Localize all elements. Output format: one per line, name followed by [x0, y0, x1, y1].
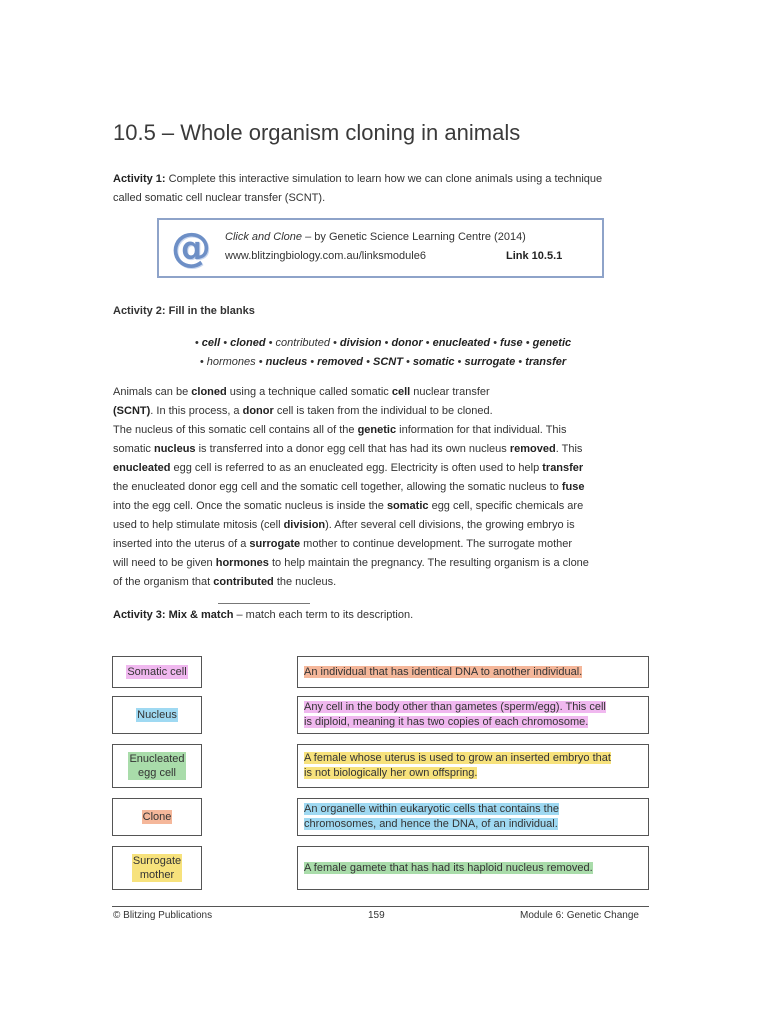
answer-word: genetic	[532, 337, 572, 349]
activity-3-heading: Activity 3: Mix & match – match each term to its description.	[113, 609, 414, 621]
answer-word: removed	[317, 356, 364, 368]
text-run: •	[515, 356, 526, 368]
answer-word: cloned	[191, 386, 227, 398]
description-box[interactable]	[297, 798, 649, 836]
answer-word: transfer	[542, 462, 584, 474]
text-run: •	[422, 337, 433, 349]
description-box[interactable]	[297, 656, 649, 688]
description-line: An individual that has identical DNA to another individual.	[304, 665, 583, 678]
text-run: . This	[555, 443, 583, 455]
footer-rule	[112, 906, 649, 907]
paragraph-line	[113, 440, 658, 459]
text-run: cell is taken from the individual to be cloned.	[273, 405, 493, 417]
paragraph-line	[113, 383, 658, 402]
description-text	[304, 700, 606, 730]
description-text	[304, 665, 582, 680]
paragraph-line	[113, 402, 658, 421]
text-run: •	[381, 337, 392, 349]
text-run: mother to continue development. The surrogate mother	[300, 538, 573, 550]
term-box[interactable]	[112, 656, 202, 688]
page-title: 10.5 – Whole organism cloning in animals	[113, 120, 521, 145]
text-run: will need to be given	[113, 557, 216, 569]
text-run: • hormones •	[199, 356, 266, 368]
term-box[interactable]	[112, 744, 202, 788]
link-box[interactable]	[157, 218, 604, 278]
description-line: A female whose uterus is used to grow an inserted embryo that	[304, 752, 611, 764]
answer-word: cloned	[230, 337, 266, 349]
paragraph-line	[113, 459, 658, 478]
footer-module: Module 6: Genetic Change	[520, 910, 639, 921]
text-run: information for that individual. This	[396, 424, 567, 436]
paragraph-line	[113, 516, 658, 535]
paragraph-line	[113, 535, 658, 554]
paragraph-line	[113, 497, 658, 516]
activity-1-label: Activity 1:	[113, 173, 166, 185]
text-run: of the organism that	[113, 576, 214, 588]
answer-word: genetic	[357, 424, 397, 436]
term-label	[126, 665, 187, 679]
activity-1-text: Activity 1: Complete this interactive simulation to learn how we can clone animals using a technique called somatic cell nuclear transfer (SCNT).	[113, 173, 603, 204]
answer-word: nucleus	[153, 443, 196, 455]
term-box[interactable]	[112, 696, 202, 734]
text-run: inserted into the uterus of a	[113, 538, 250, 550]
text-run: using a technique called somatic	[226, 386, 392, 398]
text-run: •	[220, 337, 231, 349]
answer-word: nucleus	[265, 356, 308, 368]
paragraph-line	[113, 573, 658, 592]
term-label	[142, 810, 173, 824]
text-run: •	[402, 356, 413, 368]
text-run: egg cell, specific chemicals are	[428, 500, 584, 512]
text-run: •	[522, 337, 533, 349]
footer-publisher: © Blitzing Publications	[113, 910, 213, 921]
answer-word: surrogate	[464, 356, 516, 368]
description-box[interactable]	[297, 696, 649, 734]
description-text	[304, 861, 593, 876]
text-run: into the egg cell. Once the somatic nucleus is inside the	[113, 500, 387, 512]
divider	[218, 603, 310, 604]
word-bank	[113, 334, 653, 372]
answer-word: surrogate	[249, 538, 301, 550]
page-number: 159	[368, 910, 385, 921]
text-run: The nucleus of this somatic cell contains all of the	[113, 424, 358, 436]
fill-in-paragraph	[113, 383, 658, 592]
paragraph-line	[113, 421, 658, 440]
at-icon: @	[171, 225, 211, 271]
text-run: •	[454, 356, 465, 368]
answer-word: donor	[391, 337, 423, 349]
description-line: An organelle within eukaryotic cells that contains the	[304, 803, 559, 815]
term-label	[132, 854, 182, 882]
text-run: . In this process, a	[150, 405, 243, 417]
text-run: to help maintain the pregnancy. The resulting organism is a clone	[268, 557, 589, 569]
answer-word: fuse	[561, 481, 585, 493]
answer-word: enucleated	[113, 462, 171, 474]
term-text: mother	[139, 869, 175, 881]
answer-word: fuse	[500, 337, 523, 349]
link-url[interactable]: www.blitzingbiology.com.au/linksmodule6	[225, 250, 426, 262]
term-label	[136, 708, 178, 722]
text-run: •	[194, 337, 202, 349]
link-label: Link 10.5.1	[506, 250, 563, 262]
description-line: chromosomes, and hence the DNA, of an individual.	[304, 818, 558, 830]
word-bank-line	[113, 353, 653, 372]
answer-word: cell	[391, 386, 411, 398]
text-run: somatic	[113, 443, 154, 455]
term-box[interactable]	[112, 798, 202, 836]
text-run: nuclear transfer	[410, 386, 490, 398]
term-text: Surrogate	[132, 855, 182, 867]
text-run: used to help stimulate mitosis (cell	[113, 519, 284, 531]
text-run: is transferred into a donor egg cell that has had its own nucleus	[195, 443, 510, 455]
answer-word: donor	[242, 405, 274, 417]
answer-word: contributed	[213, 576, 274, 588]
answer-word: enucleated	[432, 337, 491, 349]
text-run: • contributed •	[265, 337, 340, 349]
answer-word: somatic	[386, 500, 429, 512]
description-text	[304, 751, 611, 781]
term-box[interactable]	[112, 846, 202, 890]
answer-word: SCNT	[373, 356, 403, 368]
term-text: Clone	[142, 811, 172, 823]
description-box[interactable]	[297, 744, 649, 788]
activity-2-label: Activity 2: Fill in the blanks	[113, 305, 255, 317]
text-run: the enucleated donor egg cell and the somatic cell together, allowing the somatic nucleus to	[113, 481, 562, 493]
term-text: egg cell	[138, 767, 176, 779]
text-run: Animals can be	[113, 386, 192, 398]
answer-word: hormones	[215, 557, 269, 569]
word-bank-line	[113, 334, 653, 353]
text-run: •	[490, 337, 501, 349]
description-line: A female gamete that has had its haploid nucleus removed.	[304, 861, 593, 874]
answer-word: somatic	[412, 356, 455, 368]
description-box[interactable]	[297, 846, 649, 890]
answer-word: transfer	[525, 356, 567, 368]
text-run: •	[363, 356, 373, 368]
description-line: is not biologically her own offspring.	[304, 767, 478, 779]
answer-word: division	[339, 337, 382, 349]
description-line: is diploid, meaning it has two copies of each chromosome.	[304, 716, 589, 728]
term-label	[128, 752, 185, 780]
link-title: Click and Clone – by Genetic Science Learning Centre (2014)	[225, 231, 526, 243]
paragraph-line	[113, 554, 658, 573]
answer-word: removed	[509, 443, 556, 455]
text-run: ). After several cell divisions, the growing embryo is	[325, 519, 575, 531]
term-text: Somatic cell	[127, 666, 187, 678]
answer-word: (SCNT)	[113, 405, 151, 417]
answer-word: division	[283, 519, 326, 531]
text-run: the nucleus.	[273, 576, 337, 588]
answer-word: cell	[201, 337, 221, 349]
paragraph-line	[113, 478, 658, 497]
text-run: egg cell is referred to as an enucleated egg. Electricity is often used to help	[170, 462, 543, 474]
term-text: Nucleus	[137, 709, 177, 721]
description-line: Any cell in the body other than gametes (sperm/egg). This cell	[304, 701, 606, 713]
text-run: •	[307, 356, 318, 368]
description-text	[304, 802, 559, 832]
term-text: Enucleated	[129, 753, 185, 765]
